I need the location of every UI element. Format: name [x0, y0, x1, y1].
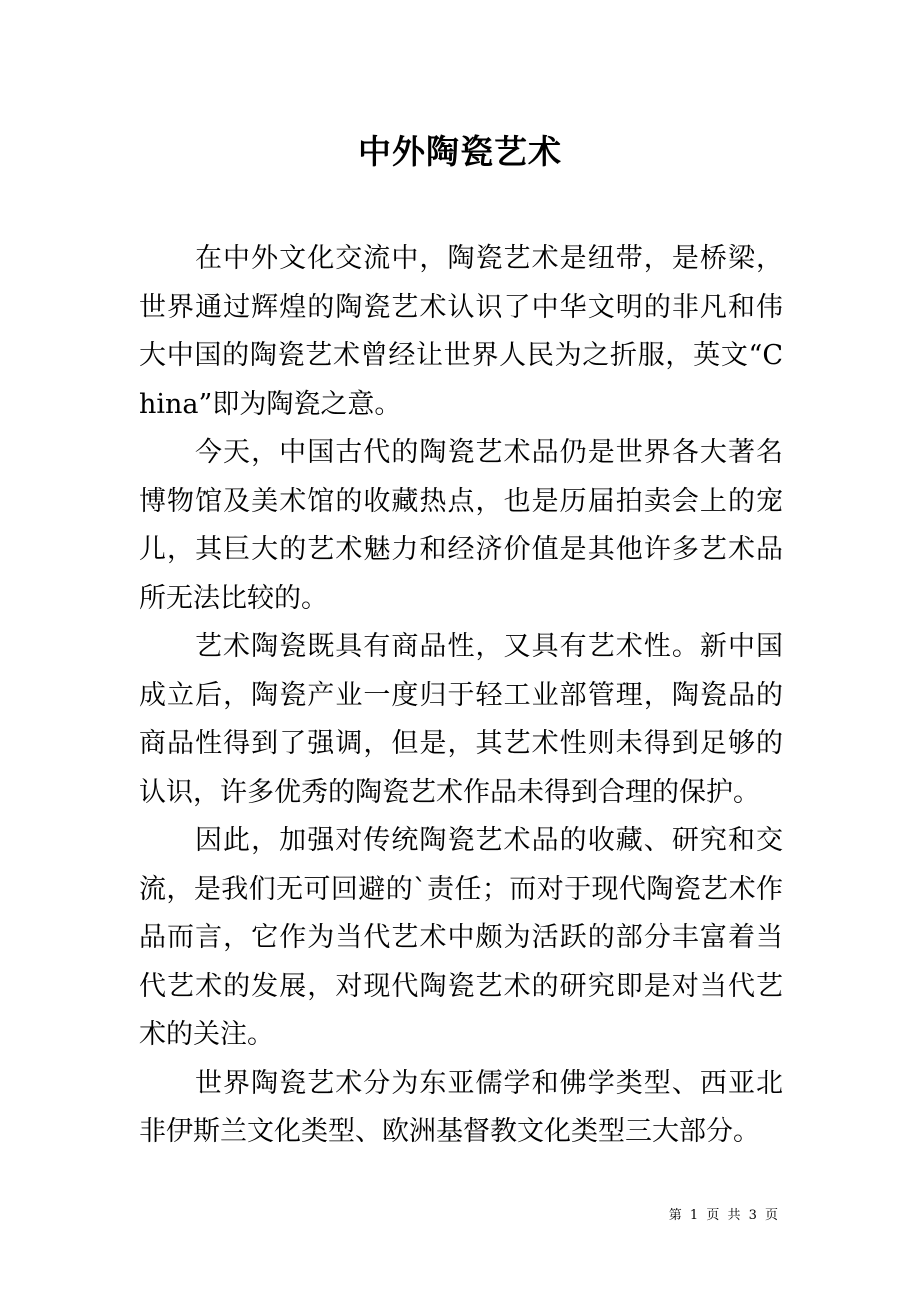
- paragraph: 因此，加强对传统陶瓷艺术品的收藏、研究和交流，是我们无可回避的`责任；而对于现代陶瓷艺术作品而言，它作为当代艺术中颇为活跃的部分丰富着当代艺术的发展，对现代陶瓷艺术的研究即是对当代艺术的关注。: [139, 825, 783, 1050]
- paragraph: 世界陶瓷艺术分为东亚儒学和佛学类型、西亚北非伊斯兰文化类型、欧洲基督教文化类型三大部分。: [139, 1067, 783, 1147]
- paragraph: 在中外文化交流中，陶瓷艺术是纽带，是桥梁，世界通过辉煌的陶瓷艺术认识了中华文明的非凡和伟大中国的陶瓷艺术曾经让世界人民为之折服，英文“China”即为陶瓷之意。: [139, 243, 783, 420]
- paragraph: 今天，中国古代的陶瓷艺术品仍是世界各大著名博物馆及美术馆的收藏热点，也是历届拍卖会上的宠儿，其巨大的艺术魅力和经济价值是其他许多艺术品所无法比较的。: [139, 437, 783, 614]
- page-number-footer: 第 1 页 共 3 页: [668, 1208, 780, 1223]
- page-title: 中外陶瓷艺术: [358, 132, 562, 171]
- document-body: [139, 235, 783, 1157]
- paragraph: 艺术陶瓷既具有商品性，又具有艺术性。新中国成立后，陶瓷产业一度归于轻工业部管理，陶瓷品的商品性得到了强调，但是，其艺术性则未得到足够的认识，许多优秀的陶瓷艺术作品未得到合理的保护。: [139, 631, 783, 808]
